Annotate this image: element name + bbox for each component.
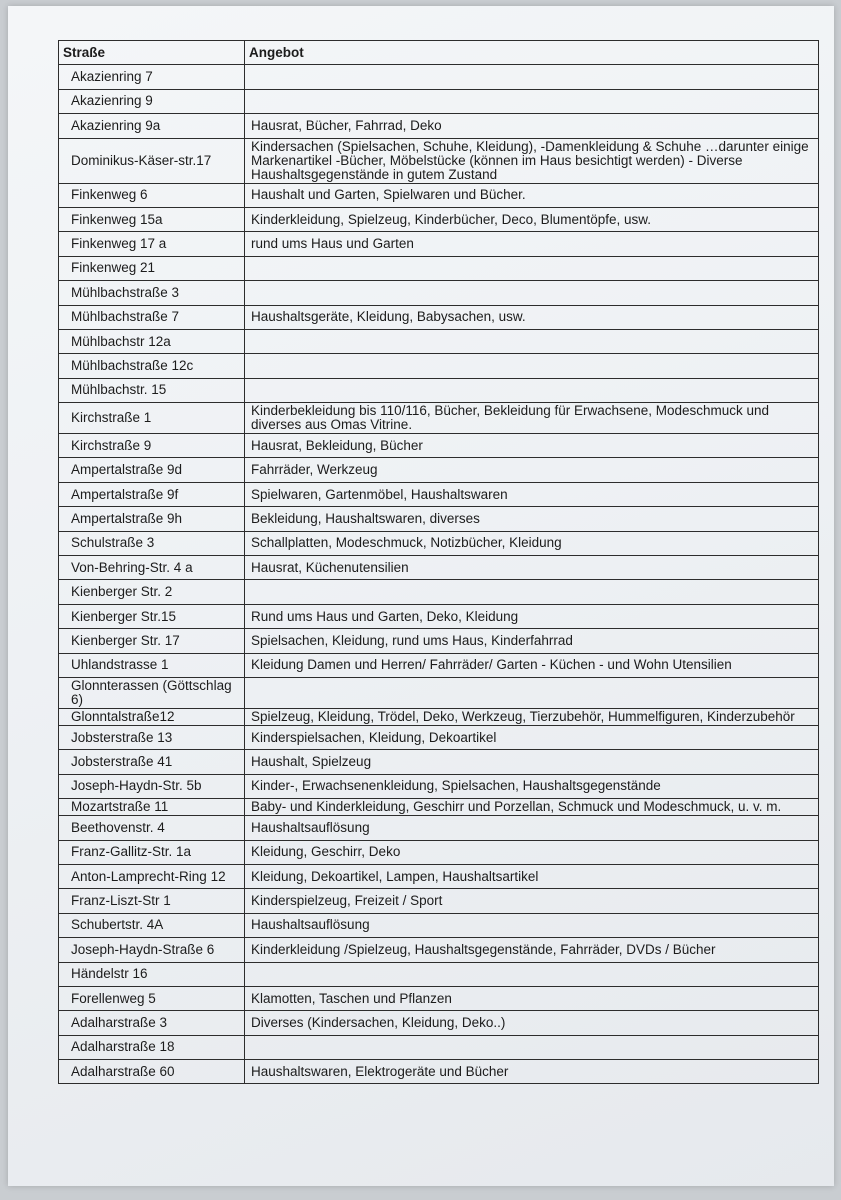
offer-cell: [245, 1035, 819, 1059]
table-row: [59, 434, 819, 458]
street-cell: Von-Behring-Str. 4 a: [59, 556, 245, 580]
street-cell: Akazienring 9a: [59, 114, 245, 138]
street-cell: Ampertalstraße 9h: [59, 507, 245, 531]
street-cell: Mühlbachstr. 15: [59, 378, 245, 402]
offer-cell: Kinderspielzeug, Freizeit / Sport: [245, 889, 819, 913]
street-cell: Schulstraße 3: [59, 531, 245, 555]
offer-cell: [245, 962, 819, 986]
street-cell: Uhlandstrasse 1: [59, 653, 245, 677]
offer-cell: Schallplatten, Modeschmuck, Notizbücher, Kleidung: [245, 531, 819, 555]
street-cell: Kienberger Str. 2: [59, 580, 245, 604]
offer-cell: Klamotten, Taschen und Pflanzen: [245, 986, 819, 1010]
table-row: [59, 65, 819, 89]
street-cell: Kienberger Str. 17: [59, 629, 245, 653]
street-cell: Anton-Lamprecht-Ring 12: [59, 864, 245, 888]
street-cell: Ampertalstraße 9f: [59, 482, 245, 506]
offer-cell: Diverses (Kindersachen, Kleidung, Deko..): [245, 1011, 819, 1035]
offer-cell: Hausrat, Bekleidung, Bücher: [245, 434, 819, 458]
offer-cell: [245, 677, 819, 708]
offer-cell: Spielzeug, Kleidung, Trödel, Deko, Werkzeug, Tierzubehör, Hummelfiguren, Kinderzubehör: [245, 708, 819, 725]
street-cell: Forellenweg 5: [59, 986, 245, 1010]
offer-cell: Spielwaren, Gartenmöbel, Haushaltswaren: [245, 482, 819, 506]
street-cell: Akazienring 7: [59, 65, 245, 89]
offer-cell: Bekleidung, Haushaltswaren, diverses: [245, 507, 819, 531]
paper-sheet: [8, 6, 834, 1186]
table-row: [59, 232, 819, 256]
street-cell: Dominikus-Käser-str.17: [59, 138, 245, 183]
offer-cell: Kinderkleidung, Spielzeug, Kinderbücher, Deco, Blumentöpfe, usw.: [245, 207, 819, 231]
offer-cell: Spielsachen, Kleidung, rund ums Haus, Kinderfahrrad: [245, 629, 819, 653]
offer-cell: Kinderkleidung /Spielzeug, Haushaltsgegenstände, Fahrräder, DVDs / Bücher: [245, 938, 819, 962]
table-row: [59, 354, 819, 378]
offer-cell: Fahrräder, Werkzeug: [245, 458, 819, 482]
street-cell: Finkenweg 17 a: [59, 232, 245, 256]
table-row: [59, 281, 819, 305]
table-row: [59, 962, 819, 986]
street-cell: Ampertalstraße 9d: [59, 458, 245, 482]
table-row: [59, 556, 819, 580]
table-row: [59, 507, 819, 531]
offer-cell: rund ums Haus und Garten: [245, 232, 819, 256]
table-row: [59, 183, 819, 207]
street-cell: Kirchstraße 1: [59, 403, 245, 434]
street-cell: Glonntalstraße12: [59, 708, 245, 725]
offer-cell: [245, 256, 819, 280]
table-row: [59, 677, 819, 708]
offer-cell: Haushaltsauflösung: [245, 913, 819, 937]
offer-cell: [245, 65, 819, 89]
street-cell: Adalharstraße 18: [59, 1035, 245, 1059]
offer-cell: Haushalt und Garten, Spielwaren und Bücher.: [245, 183, 819, 207]
street-cell: Mozartstraße 11: [59, 799, 245, 816]
table-row: [59, 580, 819, 604]
street-cell: Kienberger Str.15: [59, 604, 245, 628]
offer-cell: Haushalt, Spielzeug: [245, 750, 819, 774]
offer-cell: Kinderspielsachen, Kleidung, Dekoartikel: [245, 725, 819, 749]
street-cell: Franz-Gallitz-Str. 1a: [59, 840, 245, 864]
offer-cell: Kleidung Damen und Herren/ Fahrräder/ Garten - Küchen - und Wohn Utensilien: [245, 653, 819, 677]
table-row: [59, 531, 819, 555]
table-row: [59, 725, 819, 749]
table-row: [59, 889, 819, 913]
table-row: [59, 482, 819, 506]
table-row: [59, 774, 819, 798]
table-row: [59, 378, 819, 402]
offer-cell: Haushaltsauflösung: [245, 816, 819, 840]
table-row: [59, 403, 819, 434]
street-cell: Franz-Liszt-Str 1: [59, 889, 245, 913]
offer-cell: [245, 354, 819, 378]
offer-cell: Kleidung, Dekoartikel, Lampen, Haushaltsartikel: [245, 864, 819, 888]
street-cell: Händelstr 16: [59, 962, 245, 986]
street-cell: Jobsterstraße 13: [59, 725, 245, 749]
table-row: [59, 913, 819, 937]
offer-cell: [245, 329, 819, 353]
offer-cell: [245, 281, 819, 305]
offer-cell: Kinderbekleidung bis 110/116, Bücher, Bekleidung für Erwachsene, Modeschmuck und diverses aus Omas Vitrine.: [245, 403, 819, 434]
table-header-row: [59, 41, 819, 65]
offer-cell: [245, 580, 819, 604]
offer-cell: Kleidung, Geschirr, Deko: [245, 840, 819, 864]
offer-cell: Kinder-, Erwachsenenkleidung, Spielsachen, Haushaltsgegenstände: [245, 774, 819, 798]
table-row: [59, 138, 819, 183]
street-cell: Finkenweg 6: [59, 183, 245, 207]
table-row: [59, 114, 819, 138]
offer-cell: Haushaltsgeräte, Kleidung, Babysachen, usw.: [245, 305, 819, 329]
table-row: [59, 799, 819, 816]
table-row: [59, 1035, 819, 1059]
table-row: [59, 207, 819, 231]
header-offer: Angebot: [245, 41, 819, 65]
table-body: [59, 65, 819, 1084]
table-row: [59, 750, 819, 774]
table-row: [59, 938, 819, 962]
table-row: [59, 1060, 819, 1084]
street-cell: Mühlbachstraße 12c: [59, 354, 245, 378]
table-row: [59, 329, 819, 353]
table-row: [59, 864, 819, 888]
offer-cell: Kindersachen (Spielsachen, Schuhe, Kleidung), -Damenkleidung & Schuhe …darunter einige Markenartikel -Bücher, Möbelstücke (können im Haus besichtigt werden) - Diverse Haushaltsgegenstände in gutem Zustand: [245, 138, 819, 183]
header-street: Straße: [59, 41, 245, 65]
offer-cell: Baby- und Kinderkleidung, Geschirr und Porzellan, Schmuck und Modeschmuck, u. v. m.: [245, 799, 819, 816]
table-row: [59, 1011, 819, 1035]
street-cell: Adalharstraße 3: [59, 1011, 245, 1035]
table-row: [59, 708, 819, 725]
street-cell: Mühlbachstraße 3: [59, 281, 245, 305]
street-cell: Mühlbachstraße 7: [59, 305, 245, 329]
table-row: [59, 256, 819, 280]
table-row: [59, 604, 819, 628]
table-row: [59, 305, 819, 329]
offer-cell: [245, 378, 819, 402]
offer-cell: Haushaltswaren, Elektrogeräte und Bücher: [245, 1060, 819, 1084]
street-cell: Adalharstraße 60: [59, 1060, 245, 1084]
street-cell: Joseph-Haydn-Straße 6: [59, 938, 245, 962]
street-cell: Finkenweg 21: [59, 256, 245, 280]
table-row: [59, 816, 819, 840]
offer-cell: Hausrat, Küchenutensilien: [245, 556, 819, 580]
offer-cell: Hausrat, Bücher, Fahrrad, Deko: [245, 114, 819, 138]
table-row: [59, 986, 819, 1010]
street-cell: Joseph-Haydn-Str. 5b: [59, 774, 245, 798]
street-cell: Glonnterassen (Göttschlag 6): [59, 677, 245, 708]
table-row: [59, 89, 819, 113]
street-cell: Schubertstr. 4A: [59, 913, 245, 937]
street-cell: Kirchstraße 9: [59, 434, 245, 458]
table-row: [59, 653, 819, 677]
offer-cell: [245, 89, 819, 113]
street-cell: Beethovenstr. 4: [59, 816, 245, 840]
table-row: [59, 458, 819, 482]
table-row: [59, 629, 819, 653]
offer-cell: Rund ums Haus und Garten, Deko, Kleidung: [245, 604, 819, 628]
street-cell: Finkenweg 15a: [59, 207, 245, 231]
offers-table: [58, 40, 819, 1084]
street-cell: Jobsterstraße 41: [59, 750, 245, 774]
street-cell: Mühlbachstr 12a: [59, 329, 245, 353]
street-cell: Akazienring 9: [59, 89, 245, 113]
table-row: [59, 840, 819, 864]
